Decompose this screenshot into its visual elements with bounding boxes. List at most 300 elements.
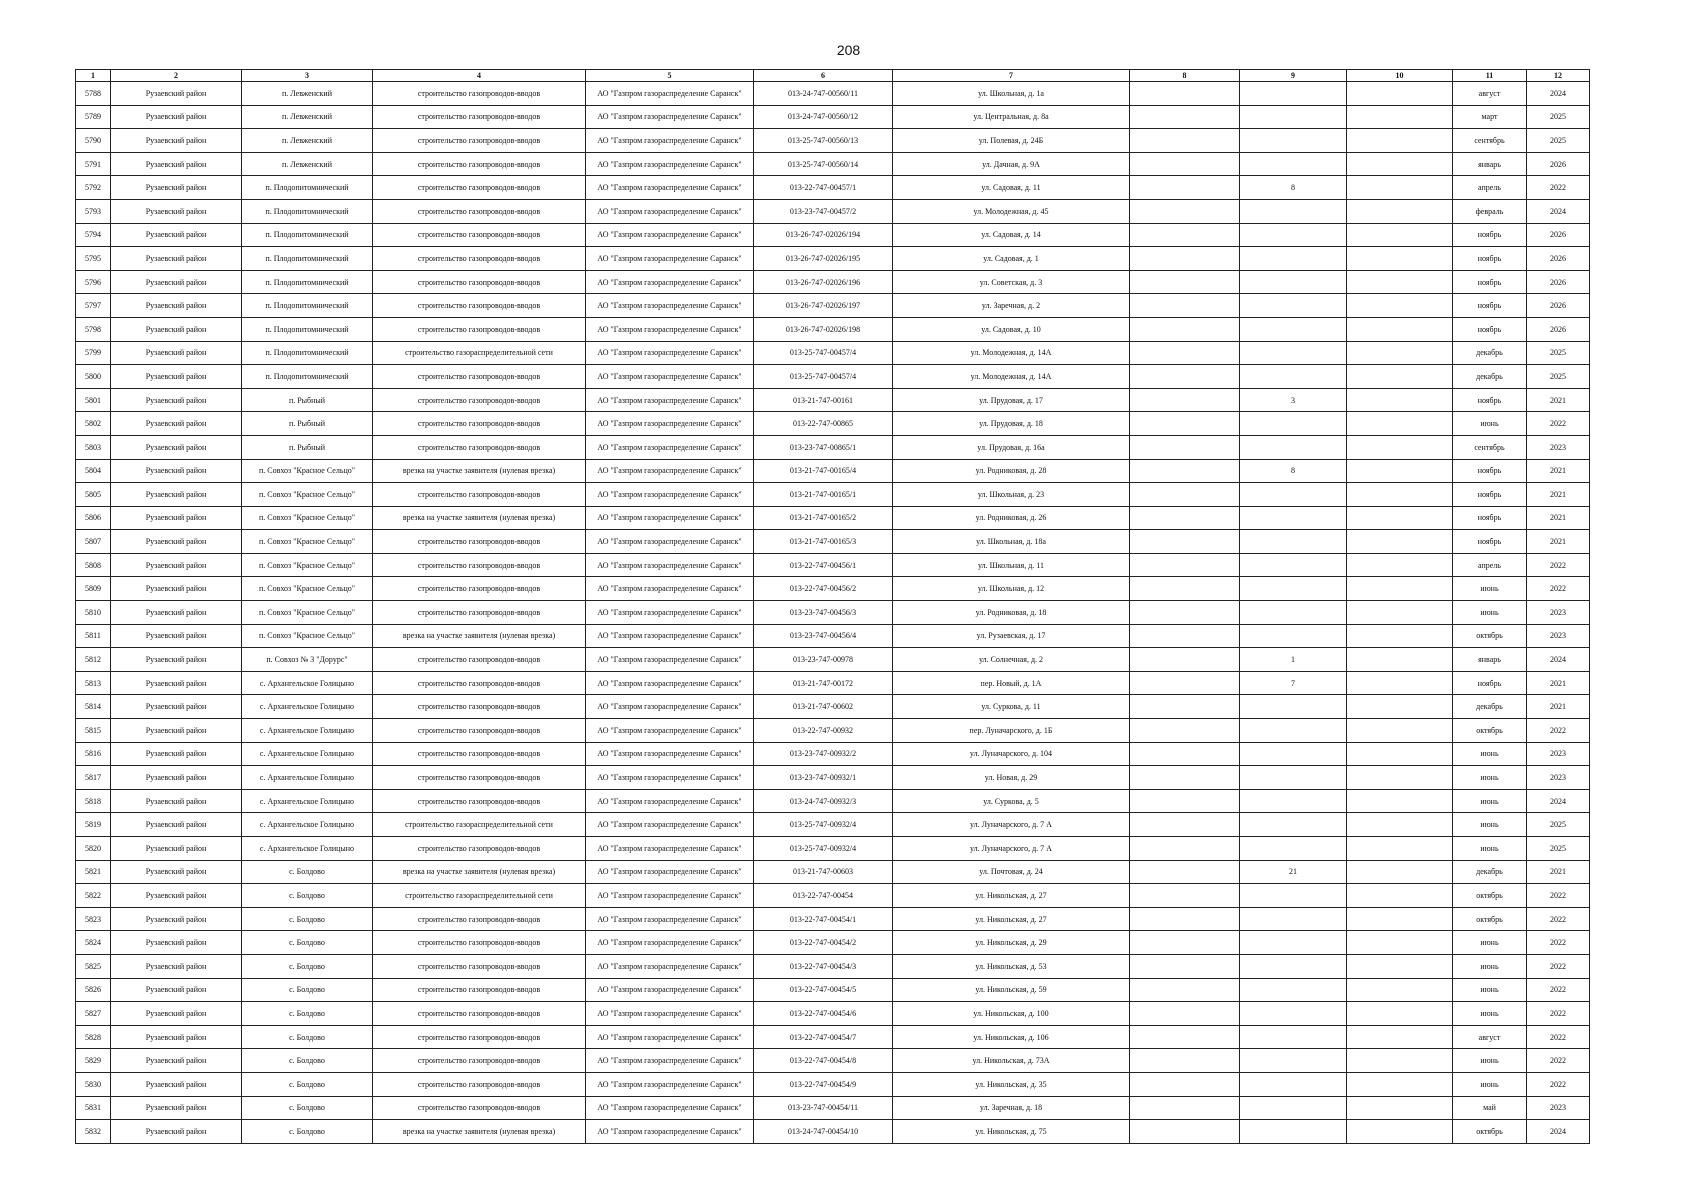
table-row (76, 530, 1590, 554)
col8-cell (1130, 459, 1240, 483)
district-cell: Рузаевский район (111, 129, 242, 153)
contract-number-cell: 013-26-747-02026/196 (754, 270, 893, 294)
col10-cell (1347, 624, 1453, 648)
year-cell: 2024 (1527, 199, 1590, 223)
work-type-cell: строительство газопроводов-вводов (373, 553, 586, 577)
row-number-cell: 5811 (76, 624, 111, 648)
work-type-cell: строительство газопроводов-вводов (373, 695, 586, 719)
year-cell: 2022 (1527, 577, 1590, 601)
col9-cell (1240, 294, 1347, 318)
month-cell: июнь (1453, 1002, 1527, 1026)
organization-cell: АО "Газпром газораспределение Саранск" (586, 695, 754, 719)
district-cell: Рузаевский район (111, 176, 242, 200)
column-header: 4 (373, 70, 586, 82)
col9-cell (1240, 978, 1347, 1002)
work-type-cell: строительство газораспределительной сети (373, 884, 586, 908)
district-cell: Рузаевский район (111, 1025, 242, 1049)
col8-cell (1130, 837, 1240, 861)
row-number-cell: 5790 (76, 129, 111, 153)
year-cell: 2025 (1527, 105, 1590, 129)
month-cell: октябрь (1453, 1120, 1527, 1144)
work-type-cell: строительство газопроводов-вводов (373, 766, 586, 790)
table-row (76, 837, 1590, 861)
address-cell: ул. Школьная, д. 11 (893, 553, 1130, 577)
year-cell: 2022 (1527, 719, 1590, 743)
col9-cell (1240, 199, 1347, 223)
col10-cell (1347, 270, 1453, 294)
district-cell: Рузаевский район (111, 530, 242, 554)
work-type-cell: строительство газопроводов-вводов (373, 365, 586, 389)
settlement-cell: п. Совхоз "Красное Сельцо" (242, 483, 373, 507)
col9-cell (1240, 530, 1347, 554)
table-row (76, 954, 1590, 978)
col9-cell (1240, 624, 1347, 648)
contract-number-cell: 013-21-747-00603 (754, 860, 893, 884)
table-row (76, 365, 1590, 389)
year-cell: 2022 (1527, 553, 1590, 577)
table-row (76, 105, 1590, 129)
col9-cell (1240, 129, 1347, 153)
year-cell: 2025 (1527, 341, 1590, 365)
organization-cell: АО "Газпром газораспределение Саранск" (586, 1072, 754, 1096)
work-type-cell: строительство газопроводов-вводов (373, 907, 586, 931)
col9-cell (1240, 223, 1347, 247)
year-cell: 2022 (1527, 931, 1590, 955)
district-cell: Рузаевский район (111, 459, 242, 483)
page-number: 208 (836, 42, 861, 58)
month-cell: октябрь (1453, 624, 1527, 648)
address-cell: ул. Прудовая, д. 18 (893, 412, 1130, 436)
contract-number-cell: 013-22-747-00454/2 (754, 931, 893, 955)
year-cell: 2021 (1527, 695, 1590, 719)
column-header: 1 (76, 70, 111, 82)
col9-cell (1240, 1002, 1347, 1026)
col9-cell (1240, 483, 1347, 507)
month-cell: сентябрь (1453, 129, 1527, 153)
month-cell: апрель (1453, 176, 1527, 200)
col10-cell (1347, 223, 1453, 247)
organization-cell: АО "Газпром газораспределение Саранск" (586, 813, 754, 837)
address-cell: ул. Садовая, д. 14 (893, 223, 1130, 247)
col8-cell (1130, 341, 1240, 365)
address-cell: ул. Никольская, д. 29 (893, 931, 1130, 955)
organization-cell: АО "Газпром газораспределение Саранск" (586, 577, 754, 601)
work-type-cell: строительство газопроводов-вводов (373, 294, 586, 318)
contract-number-cell: 013-21-747-00172 (754, 671, 893, 695)
row-number-cell: 5793 (76, 199, 111, 223)
year-cell: 2022 (1527, 176, 1590, 200)
table-row (76, 553, 1590, 577)
table-row (76, 1096, 1590, 1120)
col10-cell (1347, 341, 1453, 365)
col9-cell (1240, 719, 1347, 743)
address-cell: ул. Садовая, д. 11 (893, 176, 1130, 200)
table-row (76, 695, 1590, 719)
work-type-cell: врезка на участке заявителя (нулевая врезка) (373, 459, 586, 483)
table-row (76, 884, 1590, 908)
settlement-cell: п. Плодопитомнический (242, 247, 373, 271)
column-header: 7 (893, 70, 1130, 82)
col8-cell (1130, 648, 1240, 672)
col10-cell (1347, 931, 1453, 955)
address-cell: ул. Никольская, д. 75 (893, 1120, 1130, 1144)
organization-cell: АО "Газпром газораспределение Саранск" (586, 365, 754, 389)
row-number-cell: 5827 (76, 1002, 111, 1026)
month-cell: ноябрь (1453, 506, 1527, 530)
table-row (76, 1025, 1590, 1049)
year-cell: 2023 (1527, 742, 1590, 766)
register-table (75, 69, 1590, 1144)
col8-cell (1130, 388, 1240, 412)
address-cell: ул. Никольская, д. 35 (893, 1072, 1130, 1096)
col10-cell (1347, 884, 1453, 908)
settlement-cell: с. Архангельское Голицыно (242, 837, 373, 861)
organization-cell: АО "Газпром газораспределение Саранск" (586, 388, 754, 412)
address-cell: ул. Родниковая, д. 18 (893, 601, 1130, 625)
row-number-cell: 5825 (76, 954, 111, 978)
contract-number-cell: 013-25-747-00560/13 (754, 129, 893, 153)
settlement-cell: п. Рыбный (242, 412, 373, 436)
row-number-cell: 5796 (76, 270, 111, 294)
col8-cell (1130, 270, 1240, 294)
col10-cell (1347, 317, 1453, 341)
col8-cell (1130, 176, 1240, 200)
col10-cell (1347, 553, 1453, 577)
month-cell: май (1453, 1096, 1527, 1120)
settlement-cell: с. Архангельское Голицыно (242, 766, 373, 790)
organization-cell: АО "Газпром газораспределение Саранск" (586, 860, 754, 884)
district-cell: Рузаевский район (111, 317, 242, 341)
contract-number-cell: 013-23-747-00457/2 (754, 199, 893, 223)
year-cell: 2023 (1527, 1096, 1590, 1120)
row-number-cell: 5815 (76, 719, 111, 743)
year-cell: 2021 (1527, 388, 1590, 412)
district-cell: Рузаевский район (111, 1072, 242, 1096)
month-cell: август (1453, 82, 1527, 106)
row-number-cell: 5801 (76, 388, 111, 412)
month-cell: июнь (1453, 742, 1527, 766)
col10-cell (1347, 648, 1453, 672)
contract-number-cell: 013-23-747-00456/3 (754, 601, 893, 625)
year-cell: 2023 (1527, 601, 1590, 625)
organization-cell: АО "Газпром газораспределение Саранск" (586, 223, 754, 247)
district-cell: Рузаевский район (111, 82, 242, 106)
row-number-cell: 5818 (76, 789, 111, 813)
organization-cell: АО "Газпром газораспределение Саранск" (586, 459, 754, 483)
row-number-cell: 5799 (76, 341, 111, 365)
address-cell: ул. Молодежная, д. 45 (893, 199, 1130, 223)
work-type-cell: строительство газопроводов-вводов (373, 129, 586, 153)
organization-cell: АО "Газпром газораспределение Саранск" (586, 199, 754, 223)
settlement-cell: п. Рыбный (242, 388, 373, 412)
district-cell: Рузаевский район (111, 577, 242, 601)
address-cell: ул. Школьная, д. 1а (893, 82, 1130, 106)
row-number-cell: 5808 (76, 553, 111, 577)
col9-cell (1240, 553, 1347, 577)
address-cell: ул. Центральная, д. 8а (893, 105, 1130, 129)
col8-cell (1130, 719, 1240, 743)
table-body (76, 82, 1590, 1144)
column-header: 5 (586, 70, 754, 82)
row-number-cell: 5828 (76, 1025, 111, 1049)
organization-cell: АО "Газпром газораспределение Саранск" (586, 1049, 754, 1073)
settlement-cell: с. Болдово (242, 860, 373, 884)
year-cell: 2022 (1527, 954, 1590, 978)
col8-cell (1130, 435, 1240, 459)
district-cell: Рузаевский район (111, 907, 242, 931)
col9-cell (1240, 270, 1347, 294)
col10-cell (1347, 907, 1453, 931)
contract-number-cell: 013-21-747-00165/3 (754, 530, 893, 554)
organization-cell: АО "Газпром газораспределение Саранск" (586, 601, 754, 625)
col9-cell (1240, 837, 1347, 861)
settlement-cell: с. Архангельское Голицыно (242, 695, 373, 719)
col8-cell (1130, 742, 1240, 766)
address-cell: ул. Луначарского, д. 7 А (893, 837, 1130, 861)
col8-cell (1130, 884, 1240, 908)
district-cell: Рузаевский район (111, 1120, 242, 1144)
col10-cell (1347, 294, 1453, 318)
work-type-cell: строительство газопроводов-вводов (373, 978, 586, 1002)
col8-cell (1130, 813, 1240, 837)
month-cell: декабрь (1453, 341, 1527, 365)
col8-cell (1130, 152, 1240, 176)
contract-number-cell: 013-24-747-00454/10 (754, 1120, 893, 1144)
col9-cell (1240, 1120, 1347, 1144)
month-cell: октябрь (1453, 719, 1527, 743)
year-cell: 2022 (1527, 1002, 1590, 1026)
col10-cell (1347, 1120, 1453, 1144)
col9-cell (1240, 1049, 1347, 1073)
col10-cell (1347, 105, 1453, 129)
settlement-cell: п. Совхоз "Красное Сельцо" (242, 530, 373, 554)
address-cell: ул. Прудовая, д. 16а (893, 435, 1130, 459)
month-cell: июнь (1453, 813, 1527, 837)
col9-cell (1240, 907, 1347, 931)
col8-cell (1130, 553, 1240, 577)
table-row (76, 1002, 1590, 1026)
col8-cell (1130, 601, 1240, 625)
month-cell: декабрь (1453, 695, 1527, 719)
district-cell: Рузаевский район (111, 884, 242, 908)
contract-number-cell: 013-26-747-02026/197 (754, 294, 893, 318)
col8-cell (1130, 1096, 1240, 1120)
district-cell: Рузаевский район (111, 247, 242, 271)
work-type-cell: строительство газопроводов-вводов (373, 671, 586, 695)
district-cell: Рузаевский район (111, 270, 242, 294)
contract-number-cell: 013-22-747-00456/2 (754, 577, 893, 601)
month-cell: ноябрь (1453, 317, 1527, 341)
address-cell: ул. Заречная, д. 2 (893, 294, 1130, 318)
district-cell: Рузаевский район (111, 624, 242, 648)
settlement-cell: с. Болдово (242, 931, 373, 955)
work-type-cell: строительство газораспределительной сети (373, 341, 586, 365)
col10-cell (1347, 365, 1453, 389)
column-header: 3 (242, 70, 373, 82)
address-cell: ул. Никольская, д. 27 (893, 884, 1130, 908)
work-type-cell: строительство газопроводов-вводов (373, 176, 586, 200)
district-cell: Рузаевский район (111, 199, 242, 223)
work-type-cell: строительство газопроводов-вводов (373, 270, 586, 294)
work-type-cell: строительство газопроводов-вводов (373, 412, 586, 436)
organization-cell: АО "Газпром газораспределение Саранск" (586, 766, 754, 790)
col10-cell (1347, 813, 1453, 837)
organization-cell: АО "Газпром газораспределение Саранск" (586, 152, 754, 176)
col8-cell (1130, 954, 1240, 978)
column-header: 2 (111, 70, 242, 82)
district-cell: Рузаевский район (111, 223, 242, 247)
organization-cell: АО "Газпром газораспределение Саранск" (586, 648, 754, 672)
col8-cell (1130, 671, 1240, 695)
contract-number-cell: 013-21-747-00602 (754, 695, 893, 719)
year-cell: 2022 (1527, 907, 1590, 931)
organization-cell: АО "Газпром газораспределение Саранск" (586, 530, 754, 554)
col9-cell: 3 (1240, 388, 1347, 412)
table-row (76, 860, 1590, 884)
contract-number-cell: 013-25-747-00932/4 (754, 837, 893, 861)
settlement-cell: п. Плодопитомнический (242, 341, 373, 365)
col10-cell (1347, 530, 1453, 554)
col10-cell (1347, 766, 1453, 790)
organization-cell: АО "Газпром газораспределение Саранск" (586, 341, 754, 365)
row-number-cell: 5826 (76, 978, 111, 1002)
table-row (76, 601, 1590, 625)
col8-cell (1130, 530, 1240, 554)
organization-cell: АО "Газпром газораспределение Саранск" (586, 1025, 754, 1049)
col8-cell (1130, 223, 1240, 247)
address-cell: ул. Молодежная, д. 14А (893, 341, 1130, 365)
row-number-cell: 5830 (76, 1072, 111, 1096)
address-cell: ул. Молодежная, д. 14А (893, 365, 1130, 389)
table-row (76, 483, 1590, 507)
organization-cell: АО "Газпром газораспределение Саранск" (586, 553, 754, 577)
work-type-cell: строительство газопроводов-вводов (373, 931, 586, 955)
organization-cell: АО "Газпром газораспределение Саранск" (586, 719, 754, 743)
col9-cell (1240, 435, 1347, 459)
row-number-cell: 5802 (76, 412, 111, 436)
table-row (76, 931, 1590, 955)
table-row (76, 978, 1590, 1002)
settlement-cell: с. Болдово (242, 978, 373, 1002)
column-header: 12 (1527, 70, 1590, 82)
address-cell: ул. Школьная, д. 12 (893, 577, 1130, 601)
table-row (76, 270, 1590, 294)
col9-cell (1240, 412, 1347, 436)
row-number-cell: 5797 (76, 294, 111, 318)
address-cell: ул. Полевая, д. 24Б (893, 129, 1130, 153)
settlement-cell: с. Архангельское Голицыно (242, 671, 373, 695)
work-type-cell: строительство газопроводов-вводов (373, 435, 586, 459)
organization-cell: АО "Газпром газораспределение Саранск" (586, 247, 754, 271)
address-cell: ул. Родниковая, д. 28 (893, 459, 1130, 483)
col8-cell (1130, 931, 1240, 955)
col8-cell (1130, 412, 1240, 436)
month-cell: апрель (1453, 553, 1527, 577)
contract-number-cell: 013-24-747-00932/3 (754, 789, 893, 813)
contract-number-cell: 013-22-747-00457/1 (754, 176, 893, 200)
district-cell: Рузаевский район (111, 506, 242, 530)
contract-number-cell: 013-22-747-00456/1 (754, 553, 893, 577)
col9-cell (1240, 341, 1347, 365)
row-number-cell: 5824 (76, 931, 111, 955)
contract-number-cell: 013-23-747-00456/4 (754, 624, 893, 648)
settlement-cell: п. Плодопитомнический (242, 223, 373, 247)
row-number-cell: 5805 (76, 483, 111, 507)
address-cell: ул. Луначарского, д. 7 А (893, 813, 1130, 837)
organization-cell: АО "Газпром газораспределение Саранск" (586, 671, 754, 695)
contract-number-cell: 013-22-747-00454/9 (754, 1072, 893, 1096)
district-cell: Рузаевский район (111, 341, 242, 365)
column-header: 9 (1240, 70, 1347, 82)
settlement-cell: п. Плодопитомнический (242, 317, 373, 341)
address-cell: ул. Рузаевская, д. 17 (893, 624, 1130, 648)
col8-cell (1130, 978, 1240, 1002)
settlement-cell: с. Архангельское Голицыно (242, 742, 373, 766)
col10-cell (1347, 671, 1453, 695)
col10-cell (1347, 129, 1453, 153)
organization-cell: АО "Газпром газораспределение Саранск" (586, 837, 754, 861)
contract-number-cell: 013-22-747-00454/3 (754, 954, 893, 978)
col8-cell (1130, 317, 1240, 341)
row-number-cell: 5829 (76, 1049, 111, 1073)
contract-number-cell: 013-22-747-00865 (754, 412, 893, 436)
year-cell: 2022 (1527, 1025, 1590, 1049)
col8-cell (1130, 483, 1240, 507)
settlement-cell: с. Болдово (242, 884, 373, 908)
month-cell: август (1453, 1025, 1527, 1049)
month-cell: июнь (1453, 978, 1527, 1002)
row-number-cell: 5820 (76, 837, 111, 861)
organization-cell: АО "Газпром газораспределение Саранск" (586, 317, 754, 341)
address-cell: пер. Луначарского, д. 1Б (893, 719, 1130, 743)
col9-cell (1240, 105, 1347, 129)
table-row (76, 435, 1590, 459)
address-cell: ул. Никольская, д. 73А (893, 1049, 1130, 1073)
row-number-cell: 5821 (76, 860, 111, 884)
district-cell: Рузаевский район (111, 1096, 242, 1120)
row-number-cell: 5819 (76, 813, 111, 837)
column-header: 6 (754, 70, 893, 82)
table-row (76, 577, 1590, 601)
column-header: 10 (1347, 70, 1453, 82)
organization-cell: АО "Газпром газораспределение Саранск" (586, 270, 754, 294)
work-type-cell: строительство газопроводов-вводов (373, 601, 586, 625)
col8-cell (1130, 766, 1240, 790)
year-cell: 2025 (1527, 129, 1590, 153)
settlement-cell: п. Плодопитомнический (242, 270, 373, 294)
col10-cell (1347, 483, 1453, 507)
settlement-cell: с. Архангельское Голицыно (242, 789, 373, 813)
address-cell: ул. Прудовая, д. 17 (893, 388, 1130, 412)
col10-cell (1347, 435, 1453, 459)
work-type-cell: строительство газопроводов-вводов (373, 742, 586, 766)
year-cell: 2023 (1527, 624, 1590, 648)
address-cell: ул. Никольская, д. 106 (893, 1025, 1130, 1049)
month-cell: ноябрь (1453, 270, 1527, 294)
work-type-cell: строительство газопроводов-вводов (373, 199, 586, 223)
col8-cell (1130, 1049, 1240, 1073)
col9-cell (1240, 317, 1347, 341)
col9-cell (1240, 1096, 1347, 1120)
year-cell: 2026 (1527, 152, 1590, 176)
col9-cell (1240, 577, 1347, 601)
month-cell: июнь (1453, 601, 1527, 625)
col10-cell (1347, 1002, 1453, 1026)
district-cell: Рузаевский район (111, 365, 242, 389)
col9-cell (1240, 954, 1347, 978)
month-cell: ноябрь (1453, 388, 1527, 412)
district-cell: Рузаевский район (111, 412, 242, 436)
